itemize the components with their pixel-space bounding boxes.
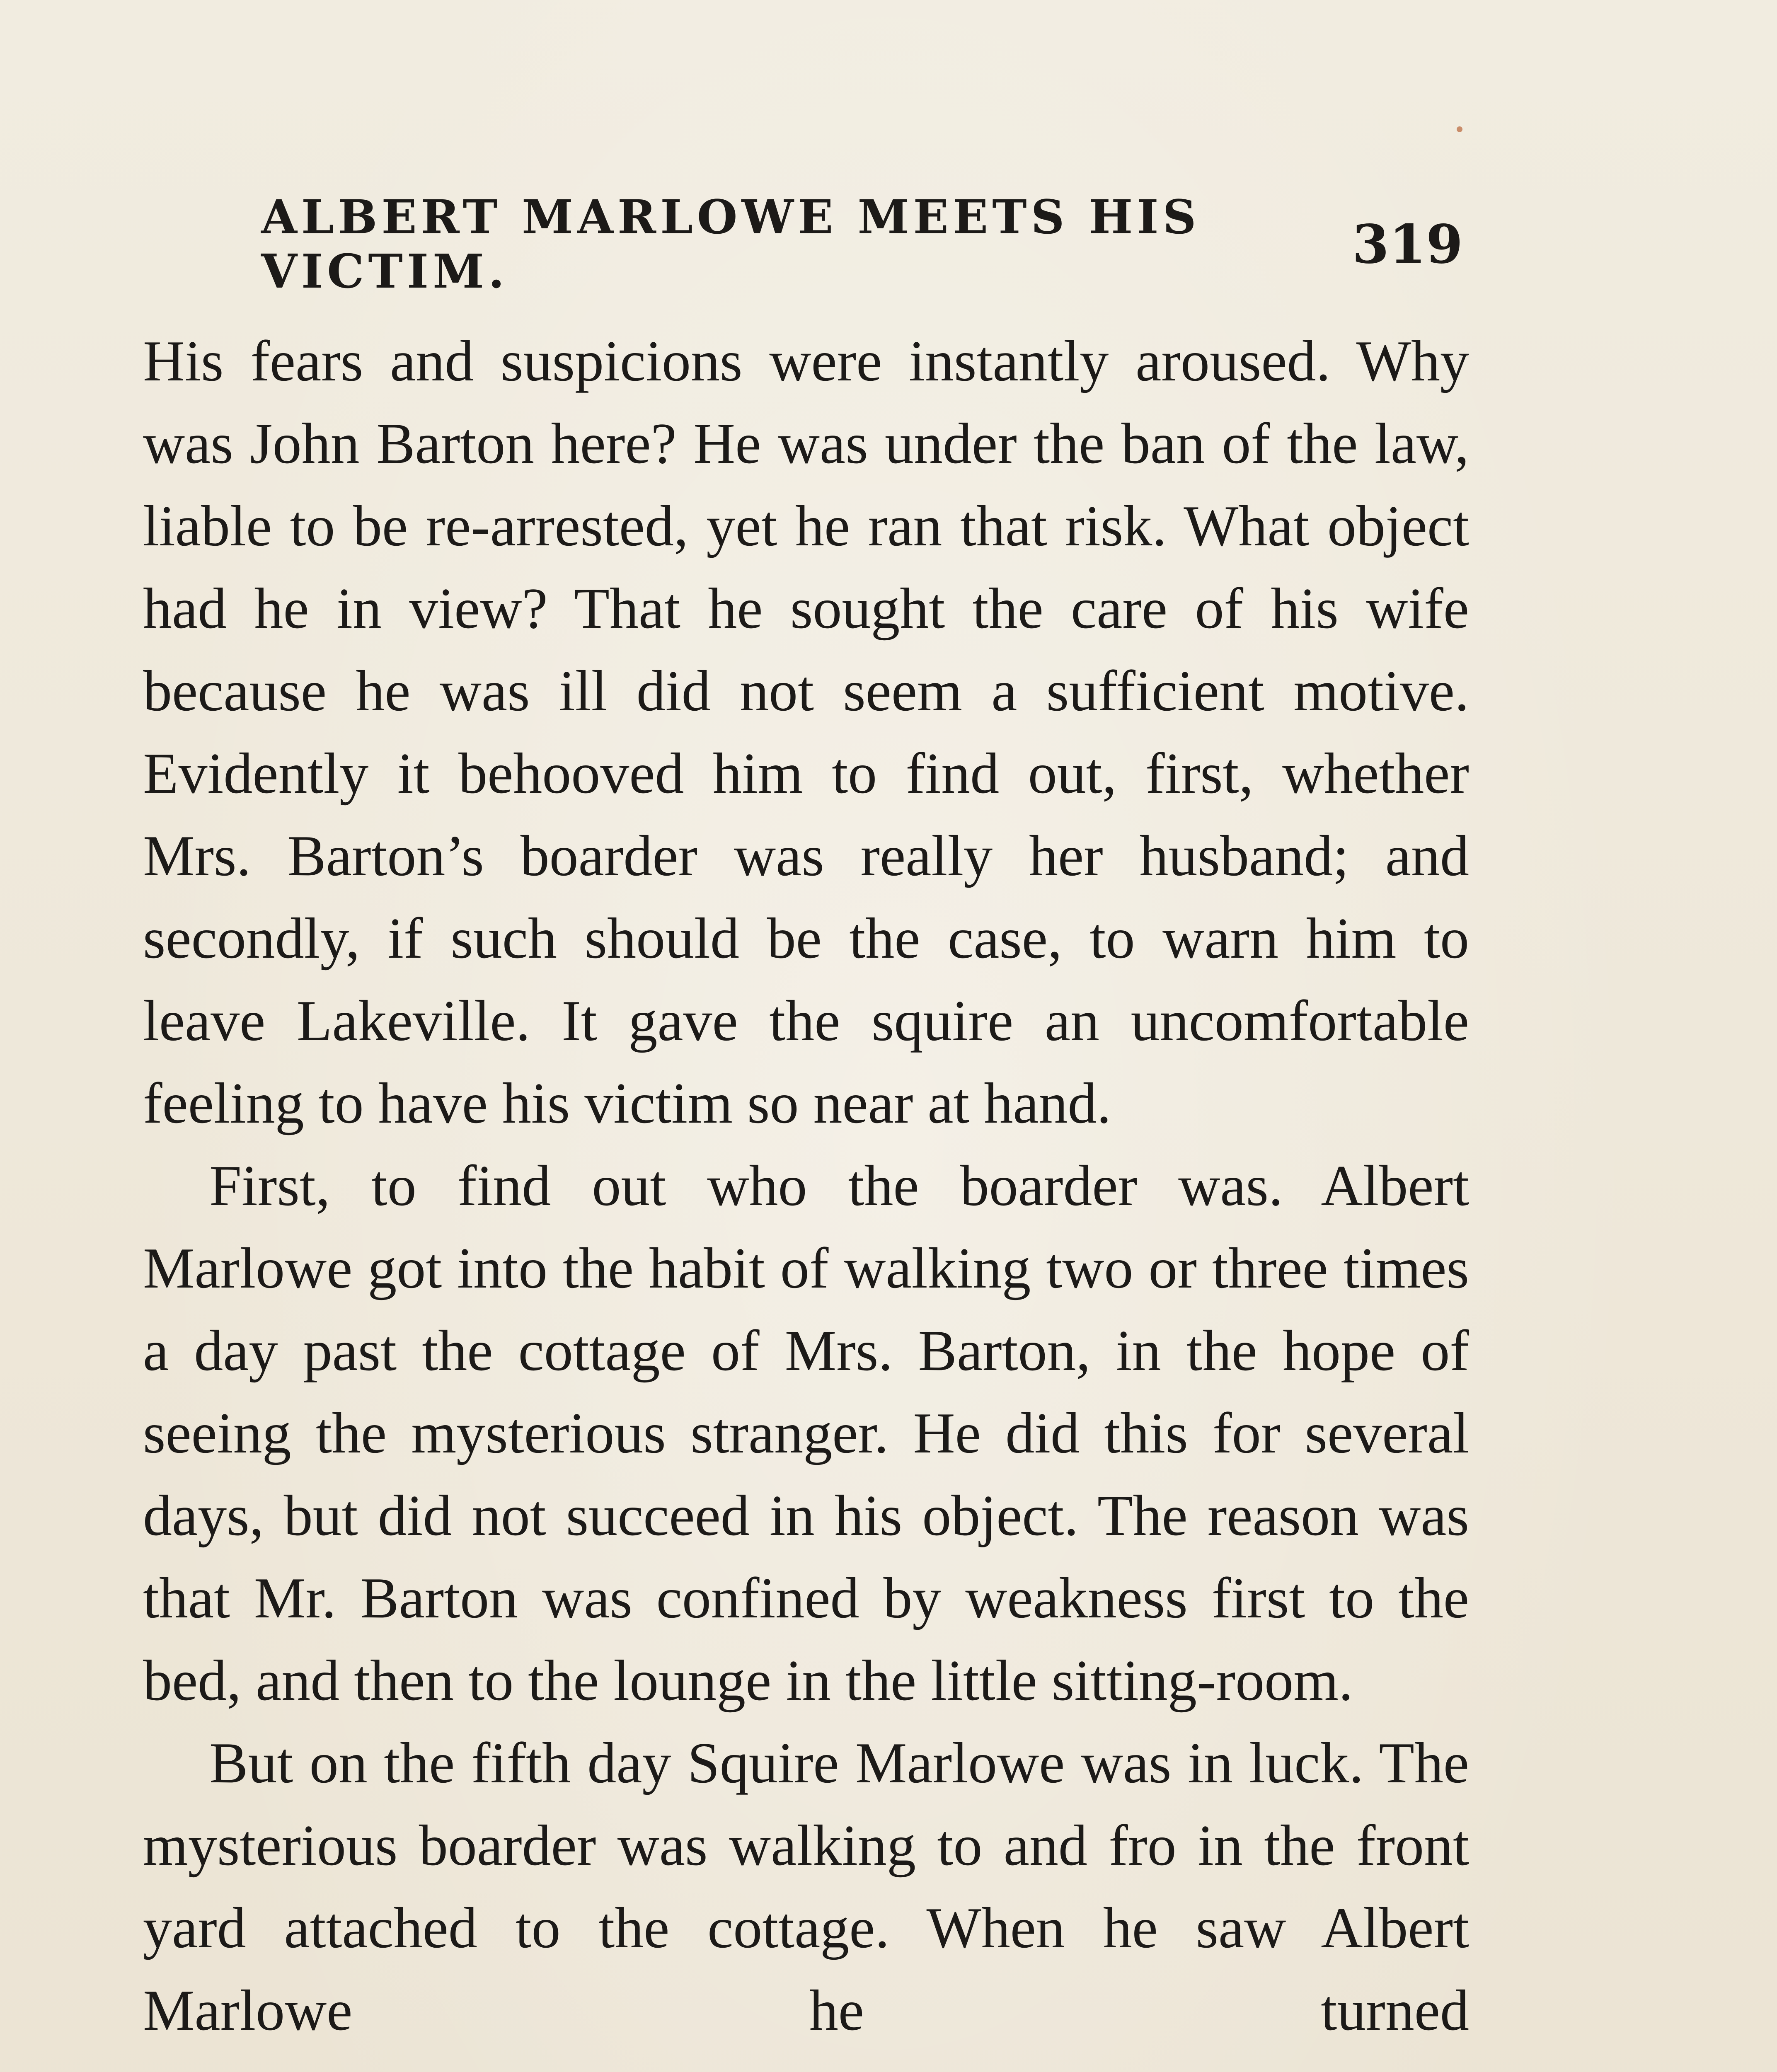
paragraph-3: But on the fifth day Squire Marlowe was in luck. The mysterious boarder was walking to and fro in the front yard attached to the cottage. When he saw Albert Marlowe he turned bbox=[143, 1731, 1469, 2043]
running-head-title: ALBERT MARLOWE MEETS HIS VICTIM. bbox=[261, 190, 1201, 299]
paper-speck bbox=[1457, 126, 1462, 132]
paragraph-1: His fears and suspicions were instantly aroused. Why was John Barton here? He was under the ban of the law, liable to be re-arrested, yet he ran that risk. What object had he in view? That he sought the care of his wife because he was ill did not seem a sufficient motive. Evidently it behooved him to find out, first, whether Mrs. Barton’s boarder was really her husband; and secondly, if such should be the case, to warn him to leave Lakeville. It gave the squire an uncomfortable feeling to have his victim so near at hand. bbox=[143, 329, 1469, 1135]
paragraph-2: First, to find out who the boarder was. Albert Marlowe got into the habit of walking two or three times a day past the cottage of Mrs. Barton, in the hope of seeing the mysterious stranger. He did this for several days, but did not succeed in his object. The reason was that Mr. Barton was confined by weakness first to the bed, and then to the lounge in the little sitting-room. bbox=[143, 1154, 1469, 1713]
running-head bbox=[261, 190, 1463, 299]
page-number: 319 bbox=[1352, 213, 1463, 276]
body-text bbox=[143, 320, 1469, 2052]
